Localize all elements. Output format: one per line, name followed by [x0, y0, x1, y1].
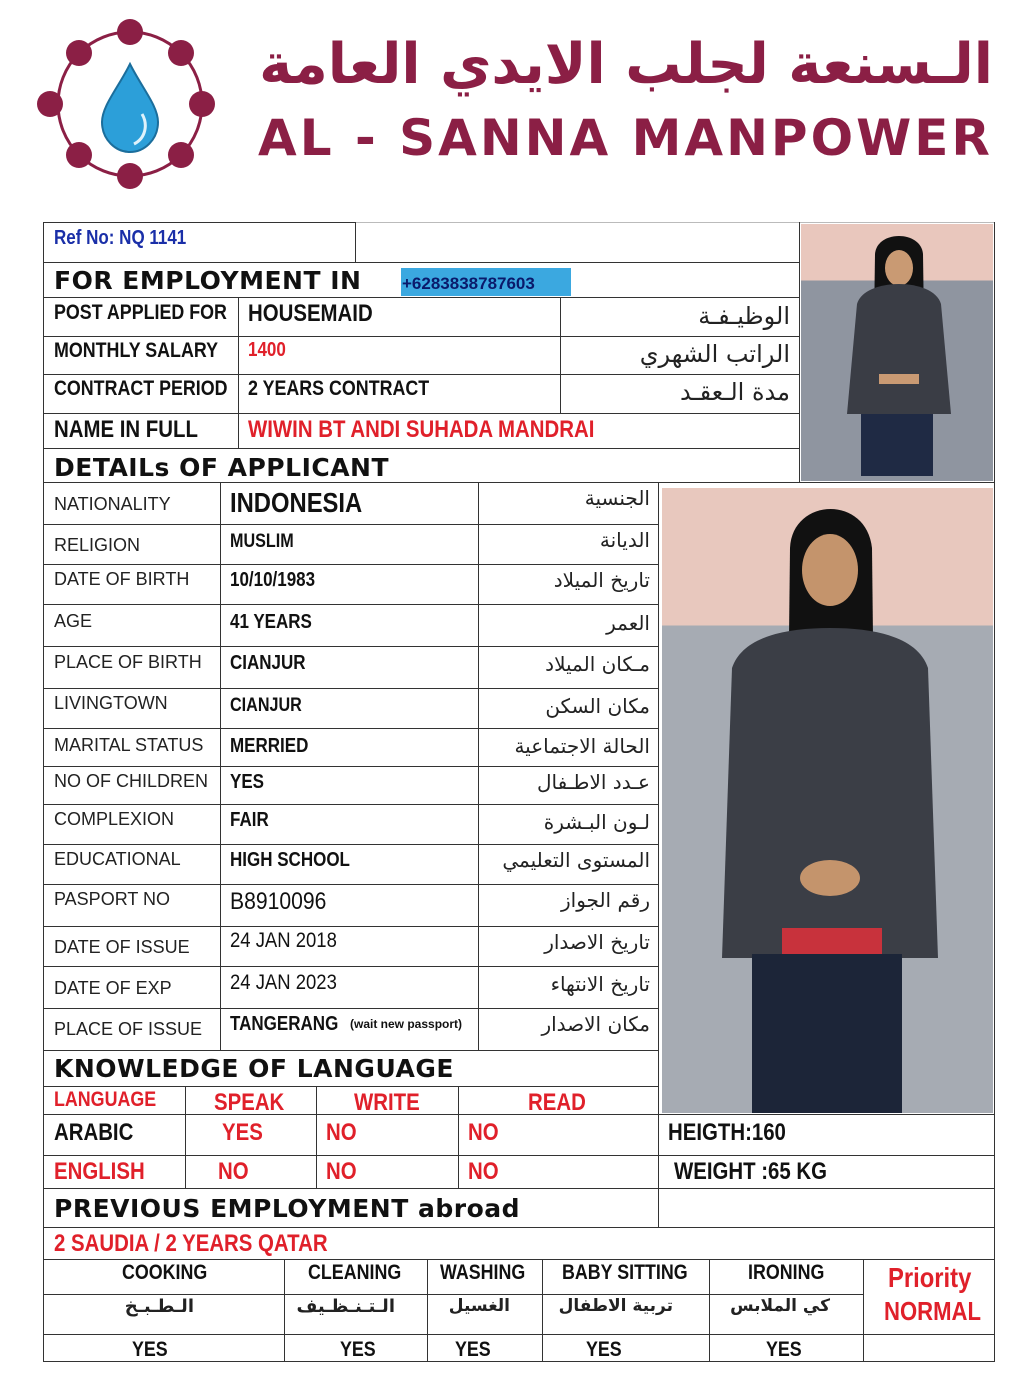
skill-cleaning: CLEANING — [308, 1261, 402, 1284]
contract-label: CONTRACT PERIOD — [54, 377, 228, 400]
marital-status-value: MERRIED — [230, 735, 309, 757]
skill-cooking-arabic: الـطـبـخ — [124, 1296, 194, 1317]
place-of-birth-label: PLACE OF BIRTH — [54, 652, 202, 672]
phone-number: +6283838787603 — [402, 274, 535, 293]
expiry-date-arabic: تاريخ الانتهاء — [550, 972, 650, 996]
religion-label: RELIGION — [54, 535, 141, 555]
skill-cleaning-value: YES — [340, 1338, 376, 1361]
education-arabic: المستوى التعليمي — [502, 848, 650, 872]
post-label: POST APPLIED FOR — [54, 301, 227, 324]
name-value: WIWIN BT ANDI SUHADA MANDRAI — [248, 416, 595, 443]
employment-title: FOR EMPLOYMENT IN — [54, 266, 362, 295]
religion-arabic: الديانة — [599, 528, 650, 552]
english-write: NO — [326, 1158, 357, 1185]
previous-employment-title: PREVIOUS EMPLOYMENT abroad — [54, 1194, 521, 1223]
language-header-speak: SPEAK — [214, 1089, 285, 1116]
arabic-write: NO — [326, 1119, 357, 1146]
place-of-issue-value: TANGERANG — [230, 1013, 339, 1035]
age-arabic: العمر — [606, 611, 650, 635]
children-label: NO OF CHILDREN — [54, 771, 209, 791]
expiry-date-value: 24 JAN 2023 — [230, 971, 337, 994]
dob-value: 10/10/1983 — [230, 569, 316, 591]
language-header-read: READ — [528, 1089, 586, 1116]
skill-cooking: COOKING — [122, 1261, 208, 1284]
contract-arabic: مدة الـعقـد — [679, 378, 790, 406]
dob-arabic: تاريخ الميلاد — [553, 568, 650, 592]
applicant-photo-large — [662, 488, 993, 1113]
company-logo — [30, 18, 230, 190]
language-header-language: LANGUAGE — [54, 1088, 157, 1111]
place-of-issue-label: PLACE OF ISSUE — [54, 1019, 203, 1039]
language-arabic: ARABIC — [54, 1119, 134, 1146]
weight-value: WEIGHT :65 KG — [674, 1158, 828, 1185]
arabic-speak: YES — [222, 1119, 263, 1146]
salary-arabic: الراتب الشهري — [639, 340, 790, 368]
education-value: HIGH SCHOOL — [230, 849, 350, 871]
skill-baby-sitting-value: YES — [586, 1338, 622, 1361]
complexion-label: COMPLEXION — [54, 809, 175, 829]
livingtown-label: LIVINGTOWN — [54, 693, 168, 713]
marital-status-arabic: الحالة الاجتماعية — [514, 734, 650, 758]
issue-date-value: 24 JAN 2018 — [230, 929, 337, 952]
salary-value: 1400 — [248, 339, 286, 361]
language-header-write: WRITE — [354, 1089, 420, 1116]
height-value: HEIGTH:160 — [668, 1119, 786, 1146]
skill-ironing-value: YES — [766, 1338, 802, 1361]
company-name-arabic: الـسنعة لجلب الايدي العامة — [259, 32, 993, 97]
complexion-arabic: لـون البـشرة — [543, 810, 650, 834]
contract-value: 2 YEARS CONTRACT — [248, 377, 430, 400]
arabic-read: NO — [468, 1119, 499, 1146]
livingtown-value: CIANJUR — [230, 695, 302, 716]
post-value: HOUSEMAID — [248, 300, 373, 327]
water-drop-icon — [102, 64, 158, 152]
passport-label: PASPORT NO — [54, 889, 171, 909]
place-of-issue-arabic: مكان الاصدار — [541, 1012, 650, 1036]
ref-number: Ref No: NQ 1141 — [54, 227, 187, 249]
skill-cooking-value: YES — [132, 1338, 168, 1361]
skill-baby-sitting: BABY SITTING — [562, 1261, 688, 1284]
skill-ironing: IRONING — [748, 1261, 825, 1284]
skill-cleaning-arabic: الـتـنـظـيف — [296, 1296, 395, 1317]
marital-status-label: MARITAL STATUS — [54, 735, 204, 755]
name-label: NAME IN FULL — [54, 416, 198, 443]
complexion-value: FAIR — [230, 809, 269, 831]
details-title: DETAILs OF APPLICANT — [54, 453, 390, 482]
place-of-issue-note: (wait new passport) — [350, 1017, 463, 1031]
age-label: AGE — [54, 611, 93, 631]
english-read: NO — [468, 1158, 499, 1185]
previous-employment-value: 2 SAUDIA / 2 YEARS QATAR — [54, 1230, 328, 1257]
education-label: EDUCATIONAL — [54, 849, 181, 869]
dob-label: DATE OF BIRTH — [54, 569, 190, 589]
children-value: YES — [230, 771, 265, 793]
children-arabic: عـدد الاطـفال — [536, 770, 650, 794]
company-name-english: AL - SANNA MANPOWER — [258, 109, 993, 167]
skill-washing: WASHING — [440, 1261, 526, 1284]
passport-value: B8910096 — [230, 888, 327, 915]
language-title: KNOWLEDGE OF LANGUAGE — [54, 1054, 454, 1083]
priority-value: NORMAL — [884, 1296, 981, 1326]
age-value: 41 YEARS — [230, 611, 312, 633]
passport-arabic: رقم الجواز — [561, 888, 650, 912]
skill-washing-arabic: الغسيل — [448, 1296, 510, 1316]
livingtown-arabic: مكان السكن — [545, 694, 650, 718]
religion-value: MUSLIM — [230, 531, 294, 552]
skill-ironing-arabic: كي الملابس — [730, 1296, 830, 1316]
salary-label: MONTHLY SALARY — [54, 339, 218, 362]
expiry-date-label: DATE OF EXP — [54, 978, 172, 998]
priority-label: Priority — [888, 1262, 972, 1293]
nationality-value: INDONESIA — [230, 487, 363, 518]
nationality-arabic: الجنسية — [584, 486, 650, 510]
nationality-label: NATIONALITY — [54, 494, 171, 514]
issue-date-label: DATE OF ISSUE — [54, 937, 190, 957]
issue-date-arabic: تاريخ الاصدار — [544, 930, 650, 954]
skill-baby-sitting-arabic: تربية الاطفال — [558, 1296, 673, 1316]
english-speak: NO — [218, 1158, 249, 1185]
place-of-birth-arabic: مـكان الميلاد — [545, 652, 650, 676]
place-of-birth-value: CIANJUR — [230, 652, 306, 674]
post-arabic: الوظيـفـة — [698, 302, 790, 330]
applicant-photo-small — [801, 224, 993, 481]
language-english: ENGLISH — [54, 1158, 145, 1185]
skill-washing-value: YES — [455, 1338, 491, 1361]
